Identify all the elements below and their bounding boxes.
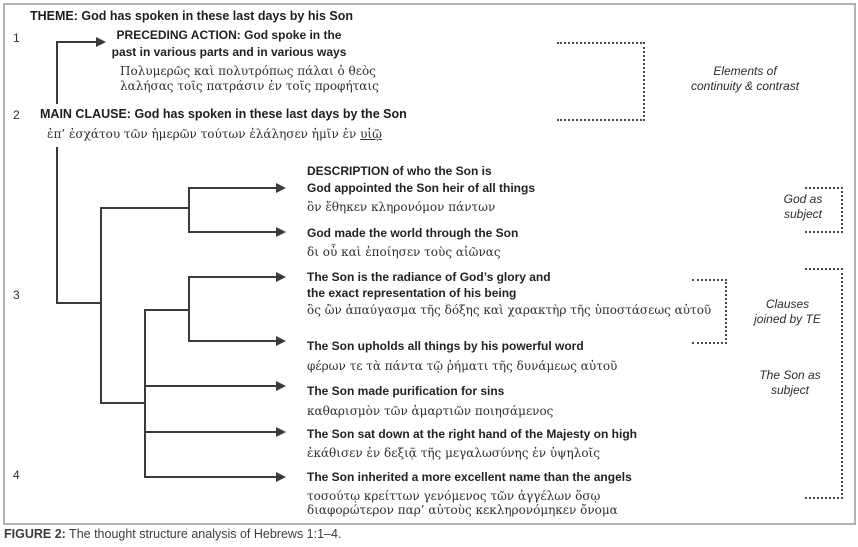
figure-caption-text: The thought structure analysis of Hebrews 1:1–4.: [65, 527, 342, 541]
clause-radiance-greek: ὃς ὢν ἀπαύγασμα τῆς δόξης καὶ χαρακτὴρ τῆς ὑποστάσεως αὐτοῦ: [307, 303, 712, 317]
clause-radiance-line-2: the exact representation of his being: [307, 285, 517, 300]
clause-inherited-greek-line-2: διαφορώτερον παρ’ αὐτοὺς κεκληρονόμηκεν ὄνομα: [307, 503, 618, 517]
theme-title: THEME: God has spoken in these last days by his Son: [30, 9, 353, 23]
clause-purification-greek: καθαρισμὸν τῶν ἁμαρτιῶν ποιησάμενος: [307, 404, 554, 418]
annotation-god-as-subject: [765, 192, 841, 222]
clause-sat-down-heading: The Son sat down at the right hand of the Majesty on high: [307, 427, 637, 441]
annotation-clauses-te: [725, 297, 850, 327]
preceding-action-heading: [98, 27, 360, 60]
bracket-continuity-contrast: [557, 42, 645, 121]
clause-appointed-greek: ὃν ἔθηκεν κληρονόμον πάντων: [307, 200, 496, 214]
main-clause-heading: MAIN CLAUSE: God has spoken in these last days by the Son: [40, 107, 407, 121]
clause-made-world-greek: δι οὗ καὶ ἐποίησεν τοὺς αἰῶνας: [307, 245, 501, 259]
arrow-clause-sat-down: [144, 431, 276, 433]
preceding-action-line-2: past in various parts and in various ways: [111, 44, 347, 59]
figure-caption: [4, 527, 341, 541]
clause-radiance-heading: [307, 270, 551, 301]
main-clause-greek: [47, 127, 382, 141]
clause-upholds-greek: φέρων τε τὰ πάντα τῷ ῥήματι τῆς δυνάμεως αὐτοῦ: [307, 359, 618, 373]
level-marker-1: 1: [13, 31, 20, 45]
tree-line-theme-to-main: [56, 41, 58, 104]
arrow-clause-radiance: [188, 276, 276, 278]
tree-line-pair-2: [188, 276, 190, 342]
arrow-preceding-action: [56, 41, 96, 43]
clause-description-line: DESCRIPTION of who the Son is: [307, 164, 492, 178]
tree-line-branch-a-top: [100, 207, 190, 209]
preceding-action-greek: [120, 64, 379, 94]
clause-purification-heading: The Son made purification for sins: [307, 384, 505, 398]
clause-radiance-line-1: The Son is the radiance of God’s glory and: [307, 270, 551, 284]
main-clause-greek-text: ἐπ’ ἐσχάτου τῶν ἡμερῶν τούτων ἐλάλησεν ἡμῖν ἐν: [47, 127, 361, 141]
arrow-clause-upholds: [188, 340, 276, 342]
main-clause-greek-underlined: υἱῷ: [360, 127, 382, 141]
tree-line-junction-1: [56, 302, 102, 304]
level-marker-3: 3: [13, 288, 20, 302]
annotation-te-line-2: joined by TE: [754, 312, 821, 326]
annotation-te-line-1: Clauses: [765, 297, 810, 311]
clause-inherited-greek: [307, 489, 618, 517]
tree-line-branch-a: [100, 207, 102, 404]
tree-line-branch-b: [144, 309, 146, 478]
annotation-god-line-1: God as: [783, 192, 823, 206]
preceding-action-line-1: PRECEDING ACTION: God spoke in the: [116, 28, 342, 42]
tree-line-junction-2: [100, 402, 146, 404]
level-marker-2: 2: [13, 108, 20, 122]
arrow-clause-inherited: [144, 476, 276, 478]
clause-sat-down-greek: ἐκάθισεν ἐν δεξιᾷ τῆς μεγαλωσύνης ἐν ὑψηλοῖς: [307, 446, 600, 460]
annotation-continuity-line-1: Elements of: [713, 64, 777, 78]
annotation-god-line-2: subject: [783, 207, 823, 221]
level-marker-4: 4: [13, 468, 20, 482]
clause-made-world-heading: God made the world through the Son: [307, 226, 519, 240]
tree-line-main-down: [56, 147, 58, 304]
annotation-son-line-1: The Son as: [759, 368, 821, 382]
annotation-continuity-line-2: continuity & contrast: [690, 79, 800, 93]
clause-appointed-heading: [307, 163, 535, 196]
annotation-son-line-2: subject: [770, 383, 810, 397]
annotation-continuity-contrast: [670, 64, 820, 94]
arrow-clause-appointed: [188, 187, 276, 189]
figure-caption-label: FIGURE 2:: [4, 527, 66, 541]
tree-line-pair-1: [188, 187, 190, 233]
preceding-greek-line-2: λαλήσας τοῖς πατράσιν ἐν τοῖς προφήταις: [120, 79, 379, 93]
preceding-greek-line-1: Πολυμερῶς καὶ πολυτρόπως πάλαι ὁ θεὸς: [120, 64, 376, 78]
arrow-clause-purification: [144, 385, 276, 387]
clause-upholds-heading: The Son upholds all things by his powerful word: [307, 339, 584, 353]
annotation-son-as-subject: [740, 368, 840, 398]
clause-inherited-greek-line-1: τοσούτῳ κρείττων γενόμενος τῶν ἀγγέλων ὅσῳ: [307, 489, 601, 503]
clause-inherited-heading: The Son inherited a more excellent name than the angels: [307, 470, 632, 484]
arrow-clause-made-world: [188, 231, 276, 233]
tree-line-branch-b-top: [144, 309, 190, 311]
bracket-clauses-te: [692, 279, 727, 344]
clause-appointed-line: God appointed the Son heir of all things: [307, 180, 535, 195]
